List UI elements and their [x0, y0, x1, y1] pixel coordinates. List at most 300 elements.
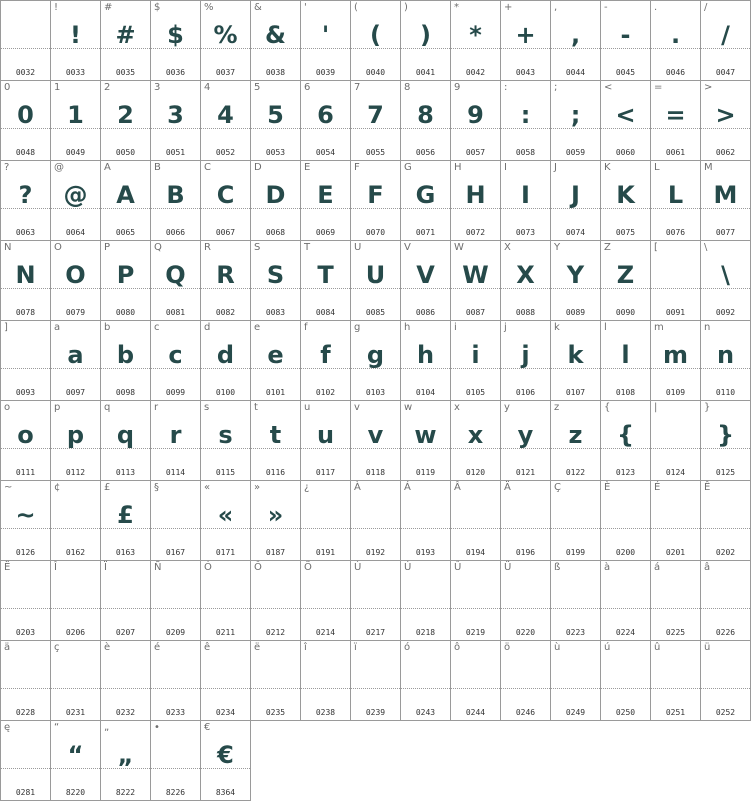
- glyph-cell: [651, 481, 701, 561]
- character-code: 0038: [265, 68, 286, 77]
- character-code: 0097: [65, 388, 86, 397]
- glyph-cell: [201, 721, 251, 801]
- reference-character: 2: [104, 82, 111, 93]
- font-glyph: G: [415, 181, 436, 209]
- glyph-cell: [51, 481, 101, 561]
- reference-character: j: [504, 322, 507, 333]
- font-glyph: 4: [217, 101, 234, 129]
- baseline-guide: [501, 688, 550, 689]
- baseline-guide: [401, 608, 450, 609]
- baseline-guide: [151, 528, 200, 529]
- character-code: 0057: [465, 148, 486, 157]
- reference-character: F: [354, 162, 360, 173]
- glyph-cell: [551, 1, 601, 81]
- glyph-cell: [151, 561, 201, 641]
- baseline-guide: [201, 608, 250, 609]
- reference-character: B: [154, 162, 161, 173]
- reference-character: C: [204, 162, 211, 173]
- glyph-cell: [201, 481, 251, 561]
- character-code: 0049: [65, 148, 86, 157]
- character-code: 0244: [465, 708, 486, 717]
- reference-character: A: [104, 162, 111, 173]
- reference-character: |: [654, 402, 658, 413]
- font-glyph: W: [462, 261, 489, 289]
- character-code: 0249: [565, 708, 586, 717]
- font-glyph: \: [721, 261, 730, 289]
- reference-character: V: [404, 242, 411, 253]
- reference-character: Z: [604, 242, 611, 253]
- glyph-cell: [51, 241, 101, 321]
- character-code: 0112: [65, 468, 86, 477]
- font-glyph: o: [17, 421, 34, 449]
- glyph-cell: [201, 81, 251, 161]
- reference-character: !: [54, 2, 59, 13]
- glyph-cell: [151, 721, 201, 801]
- reference-character: â: [704, 562, 711, 573]
- reference-character: *: [454, 2, 459, 13]
- reference-character: £: [104, 482, 111, 493]
- character-code: 0039: [315, 68, 336, 77]
- glyph-cell: [651, 241, 701, 321]
- font-glyph: b: [116, 341, 135, 369]
- reference-character: ;: [554, 82, 558, 93]
- glyph-cell: [101, 721, 151, 801]
- character-code: 0076: [665, 228, 686, 237]
- baseline-guide: [251, 608, 300, 609]
- font-glyph: 1: [67, 101, 84, 129]
- character-code: 0246: [515, 708, 536, 717]
- baseline-guide: [701, 608, 750, 609]
- glyph-cell: [101, 161, 151, 241]
- reference-character: %: [204, 2, 214, 13]
- baseline-guide: [651, 688, 700, 689]
- font-glyph: *: [469, 21, 482, 49]
- glyph-cell: [1, 81, 51, 161]
- character-code: 0065: [115, 228, 136, 237]
- baseline-guide: [251, 688, 300, 689]
- character-code: 0036: [165, 68, 186, 77]
- reference-character: b: [104, 322, 111, 333]
- reference-character: ä: [4, 642, 11, 653]
- font-glyph: M: [713, 181, 738, 209]
- character-code: 0243: [415, 708, 436, 717]
- character-code: 0232: [115, 708, 136, 717]
- font-glyph: /: [721, 21, 730, 49]
- character-code: 0090: [615, 308, 636, 317]
- character-code: 8364: [215, 788, 236, 797]
- reference-character: ê: [204, 642, 211, 653]
- reference-character: f: [304, 322, 308, 333]
- character-code: 0196: [515, 548, 536, 557]
- font-glyph: 9: [467, 101, 484, 129]
- character-code: 0105: [465, 388, 486, 397]
- reference-character: î: [304, 642, 307, 653]
- reference-character: ę: [4, 722, 11, 733]
- glyph-cell: [151, 401, 201, 481]
- font-glyph: ,: [570, 21, 581, 49]
- glyph-cell: [601, 1, 651, 81]
- baseline-guide: [651, 528, 700, 529]
- character-code: 0087: [465, 308, 486, 317]
- character-code: 8226: [165, 788, 186, 797]
- font-glyph: S: [266, 261, 285, 289]
- glyph-cell: [601, 561, 651, 641]
- reference-character: Ä: [504, 482, 511, 493]
- glyph-cell: [501, 241, 551, 321]
- reference-character: ï: [354, 642, 357, 653]
- baseline-guide: [451, 608, 500, 609]
- character-code: 0250: [615, 708, 636, 717]
- reference-character: x: [454, 402, 460, 413]
- reference-character: W: [454, 242, 464, 253]
- glyph-cell: [101, 561, 151, 641]
- character-code: 0046: [665, 68, 686, 77]
- reference-character: É: [654, 482, 661, 493]
- character-code: 0167: [165, 548, 186, 557]
- reference-character: ': [304, 2, 307, 13]
- character-code: 0191: [315, 548, 336, 557]
- character-code: 0113: [115, 468, 136, 477]
- reference-character: i: [454, 322, 457, 333]
- character-code: 0281: [15, 788, 36, 797]
- font-glyph: P: [116, 261, 135, 289]
- reference-character: .: [654, 2, 658, 13]
- reference-character: 0: [4, 82, 11, 93]
- glyph-cell: [551, 161, 601, 241]
- reference-character: 5: [254, 82, 261, 93]
- font-glyph: C: [216, 181, 235, 209]
- glyph-cell: [1, 401, 51, 481]
- glyph-cell: [201, 561, 251, 641]
- character-code: 0117: [315, 468, 336, 477]
- glyph-cell: [251, 481, 301, 561]
- glyph-cell: [101, 641, 151, 721]
- character-code: 0211: [215, 628, 236, 637]
- font-glyph: %: [213, 21, 238, 49]
- character-code: 0082: [215, 308, 236, 317]
- font-glyph: »: [267, 501, 284, 529]
- character-code: 0218: [415, 628, 436, 637]
- reference-character: Î: [54, 562, 57, 573]
- glyph-cell: [201, 1, 251, 81]
- reference-character: \: [704, 242, 708, 253]
- character-code: 0194: [465, 548, 486, 557]
- character-code: 0171: [215, 548, 236, 557]
- font-glyph: !: [70, 21, 81, 49]
- character-code: 0224: [615, 628, 636, 637]
- character-code: 0058: [515, 148, 536, 157]
- reference-character: p: [54, 402, 61, 413]
- character-code: 0162: [65, 548, 86, 557]
- font-glyph: v: [367, 421, 384, 449]
- glyph-cell: [701, 561, 751, 641]
- character-code: 0219: [465, 628, 486, 637]
- reference-character: #: [104, 2, 113, 13]
- glyph-cell: [651, 321, 701, 401]
- reference-character: ): [404, 2, 408, 13]
- character-code: 0035: [115, 68, 136, 77]
- font-glyph: “: [67, 741, 84, 769]
- character-code: 0069: [315, 228, 336, 237]
- glyph-cell: [151, 161, 201, 241]
- font-glyph: z: [568, 421, 583, 449]
- reference-character: H: [454, 162, 462, 173]
- glyph-cell: [401, 641, 451, 721]
- reference-character: Â: [454, 482, 461, 493]
- character-code: 0078: [15, 308, 36, 317]
- font-glyph: y: [517, 421, 534, 449]
- baseline-guide: [1, 768, 50, 769]
- glyph-cell: [651, 561, 701, 641]
- baseline-guide: [401, 528, 450, 529]
- glyph-cell: [601, 321, 651, 401]
- reference-character: {: [604, 402, 611, 413]
- glyph-cell: [451, 1, 501, 81]
- reference-character: û: [654, 642, 661, 653]
- reference-character: v: [354, 402, 360, 413]
- reference-character: K: [604, 162, 611, 173]
- font-glyph: {: [616, 421, 635, 449]
- reference-character: 8: [404, 82, 411, 93]
- glyph-cell: [1, 241, 51, 321]
- character-code: 0063: [15, 228, 36, 237]
- character-code: 0212: [265, 628, 286, 637]
- character-code: 0032: [15, 68, 36, 77]
- character-code: 0201: [665, 548, 686, 557]
- font-glyph: @: [63, 181, 88, 209]
- reference-character: n: [704, 322, 711, 333]
- reference-character: ç: [54, 642, 60, 653]
- reference-character: à: [604, 562, 611, 573]
- reference-character: 1: [54, 82, 61, 93]
- reference-character: J: [554, 162, 557, 173]
- baseline-guide: [51, 688, 100, 689]
- character-code: 0199: [565, 548, 586, 557]
- character-code: 0233: [165, 708, 186, 717]
- baseline-guide: [651, 608, 700, 609]
- character-code: 0116: [265, 468, 286, 477]
- baseline-guide: [601, 528, 650, 529]
- font-glyph: «: [217, 501, 234, 529]
- glyph-cell: [701, 401, 751, 481]
- baseline-guide: [151, 768, 200, 769]
- character-code: 0074: [565, 228, 586, 237]
- glyph-cell: [201, 321, 251, 401]
- reference-character: o: [4, 402, 11, 413]
- glyph-cell: [351, 241, 401, 321]
- baseline-guide: [351, 688, 400, 689]
- character-code: 0252: [715, 708, 736, 717]
- character-code: 0086: [415, 308, 436, 317]
- character-code: 0163: [115, 548, 136, 557]
- font-glyph: K: [616, 181, 635, 209]
- reference-character: ó: [404, 642, 411, 653]
- reference-character: ë: [254, 642, 261, 653]
- glyph-cell: [401, 1, 451, 81]
- character-code: 0231: [65, 708, 86, 717]
- reference-character: ö: [504, 642, 511, 653]
- character-code: 0214: [315, 628, 336, 637]
- glyph-cell: [1, 1, 51, 81]
- reference-character: y: [504, 402, 510, 413]
- reference-character: »: [254, 482, 261, 493]
- character-code: 0048: [15, 148, 36, 157]
- glyph-cell: [501, 401, 551, 481]
- character-code: 0103: [365, 388, 386, 397]
- glyph-cell: [1, 481, 51, 561]
- character-code: 0064: [65, 228, 86, 237]
- reference-character: X: [504, 242, 511, 253]
- font-glyph: &: [265, 21, 286, 49]
- glyph-cell: [551, 561, 601, 641]
- baseline-guide: [151, 608, 200, 609]
- reference-character: ~: [4, 482, 13, 493]
- glyph-cell: [201, 241, 251, 321]
- glyph-cell: [551, 481, 601, 561]
- reference-character: <: [604, 82, 613, 93]
- glyph-cell: [201, 641, 251, 721]
- font-glyph: ): [420, 21, 431, 49]
- reference-character: s: [204, 402, 210, 413]
- reference-character: $: [154, 2, 161, 13]
- reference-character: +: [504, 2, 513, 13]
- character-code: 0100: [215, 388, 236, 397]
- character-code: 0124: [665, 468, 686, 477]
- font-glyph: a: [67, 341, 84, 369]
- font-glyph: j: [521, 341, 530, 369]
- glyph-cell: [1, 561, 51, 641]
- reference-character: >: [704, 82, 713, 93]
- font-glyph: 3: [167, 101, 184, 129]
- font-glyph: O: [65, 261, 86, 289]
- character-code: 0040: [365, 68, 386, 77]
- baseline-guide: [451, 528, 500, 529]
- character-code: 0075: [615, 228, 636, 237]
- reference-character: Ù: [354, 562, 362, 573]
- reference-character: ù: [554, 642, 561, 653]
- baseline-guide: [351, 528, 400, 529]
- reference-character: „: [104, 722, 110, 733]
- character-code: 0085: [365, 308, 386, 317]
- character-code: 0101: [265, 388, 286, 397]
- glyph-cell: [401, 241, 451, 321]
- character-code: 0106: [515, 388, 536, 397]
- glyph-cell: [451, 241, 501, 321]
- character-code: 0060: [615, 148, 636, 157]
- font-glyph: J: [571, 181, 580, 209]
- glyph-cell: [351, 161, 401, 241]
- character-code: 0207: [115, 628, 136, 637]
- glyph-cell: [51, 721, 101, 801]
- character-code: 0052: [215, 148, 236, 157]
- glyph-cell: [1, 641, 51, 721]
- glyph-cell: [101, 241, 151, 321]
- glyph-cell: [351, 401, 401, 481]
- character-code: 0083: [265, 308, 286, 317]
- baseline-guide: [1, 368, 50, 369]
- glyph-cell: [51, 321, 101, 401]
- reference-character: Ï: [104, 562, 107, 573]
- glyph-cell: [201, 401, 251, 481]
- character-code: 0068: [265, 228, 286, 237]
- reference-character: U: [354, 242, 362, 253]
- font-glyph: d: [216, 341, 235, 369]
- font-glyph: f: [320, 341, 331, 369]
- font-glyph: 0: [17, 101, 34, 129]
- glyph-cell: [251, 161, 301, 241]
- character-code: 0073: [515, 228, 536, 237]
- font-glyph: h: [416, 341, 435, 369]
- reference-character: Ö: [304, 562, 312, 573]
- font-glyph: >: [715, 101, 736, 129]
- reference-character: (: [354, 2, 358, 13]
- font-glyph: D: [265, 181, 286, 209]
- glyph-cell: [251, 321, 301, 401]
- font-glyph: 6: [317, 101, 334, 129]
- glyph-cell: [401, 321, 451, 401]
- reference-character: À: [354, 482, 361, 493]
- glyph-cell: [301, 81, 351, 161]
- glyph-cell: [251, 241, 301, 321]
- font-glyph: N: [15, 261, 36, 289]
- reference-character: €: [204, 722, 211, 733]
- font-glyph: „: [117, 741, 134, 769]
- character-code: 0251: [665, 708, 686, 717]
- glyph-cell: [451, 321, 501, 401]
- character-code: 0111: [15, 468, 36, 477]
- font-glyph: .: [670, 21, 681, 49]
- reference-character: È: [604, 482, 611, 493]
- glyph-cell: [501, 81, 551, 161]
- reference-character: =: [654, 82, 663, 93]
- baseline-guide: [501, 608, 550, 609]
- glyph-cell: [151, 321, 201, 401]
- reference-character: e: [254, 322, 261, 333]
- character-code: 0093: [15, 388, 36, 397]
- glyph-cell: [351, 1, 401, 81]
- font-glyph: s: [218, 421, 233, 449]
- glyph-cell: [101, 481, 151, 561]
- glyph-cell: [601, 481, 651, 561]
- glyph-cell: [151, 1, 201, 81]
- glyph-cell: [1, 161, 51, 241]
- glyph-cell: [401, 481, 451, 561]
- font-glyph: #: [115, 21, 136, 49]
- character-code: 0115: [215, 468, 236, 477]
- glyph-cell: [101, 81, 151, 161]
- reference-character: k: [554, 322, 560, 333]
- baseline-guide: [551, 688, 600, 689]
- reference-character: -: [604, 2, 608, 13]
- glyph-cell: [601, 401, 651, 481]
- font-glyph: w: [414, 421, 437, 449]
- reference-character: M: [704, 162, 713, 173]
- reference-character: N: [4, 242, 12, 253]
- character-code: 0044: [565, 68, 586, 77]
- font-glyph: R: [216, 261, 235, 289]
- glyph-cell: [451, 561, 501, 641]
- character-code: 0109: [665, 388, 686, 397]
- glyph-cell: [451, 481, 501, 561]
- character-code: 0054: [315, 148, 336, 157]
- glyph-cell: [401, 401, 451, 481]
- glyph-cell: [501, 641, 551, 721]
- character-code: 0202: [715, 548, 736, 557]
- font-glyph: m: [662, 341, 688, 369]
- reference-character: u: [304, 402, 311, 413]
- glyph-cell: [701, 481, 751, 561]
- font-glyph: }: [716, 421, 735, 449]
